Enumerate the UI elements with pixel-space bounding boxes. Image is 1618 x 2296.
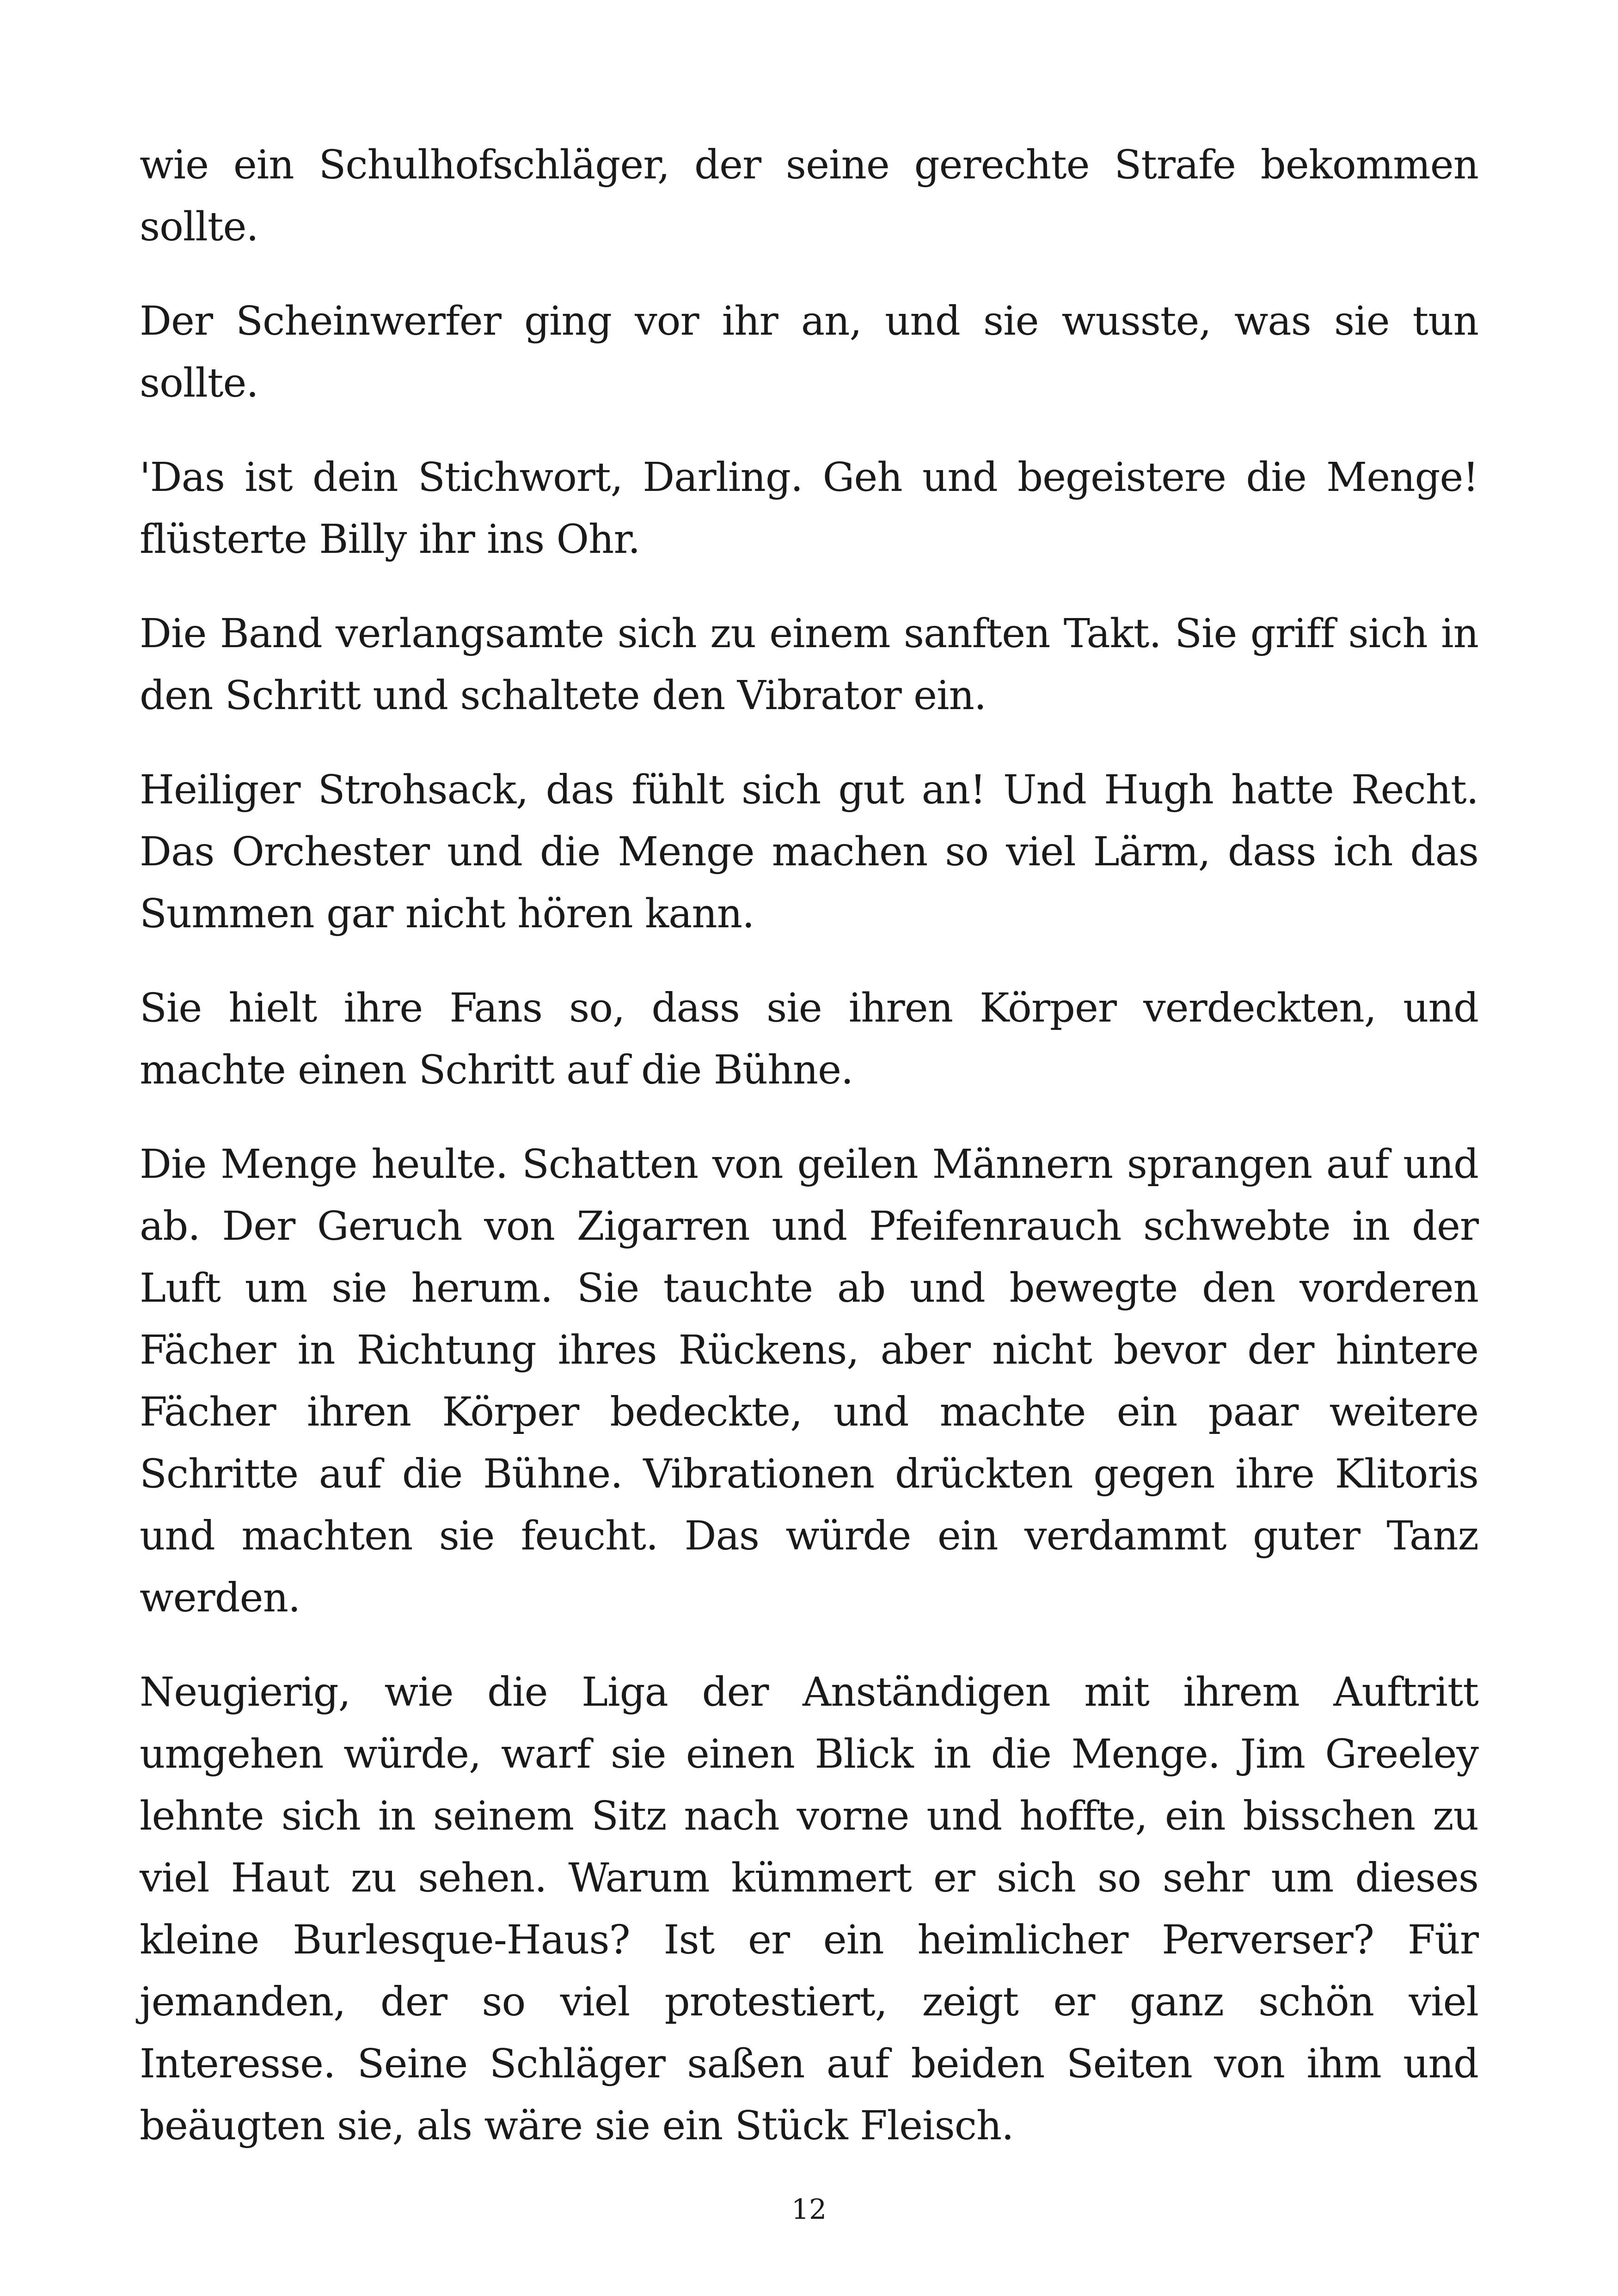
paragraph: Der Scheinwerfer ging vor ihr an, und sie wusste, was sie tun sollte. [140,298,1478,406]
paragraph: wie ein Schulhofschläger, der seine gerechte Strafe bekommen sollte. [140,142,1478,250]
paragraph: Neugierig, wie die Liga der Anständigen mit ihrem Auftritt umgehen würde, warf sie einen Blick in die Menge. Jim Greeley lehnte sich in seinem Sitz nach vorne und hoffte, ein bisschen zu viel Haut zu sehen. Warum kümmert er sich so sehr um dieses kleine Burlesque-Haus? Ist er ein heimlicher Perverser? Für jemanden, der so viel protestiert, zeigt er ganz schön viel Interesse. Seine Schläger saßen auf beiden Seiten von ihm und beäugten sie, als wäre sie ein Stück Fleisch. [140,1669,1478,2149]
paragraph: Die Band verlangsamte sich zu einem sanften Takt. Sie griff sich in den Schritt und schaltete den Vibrator ein. [140,611,1478,719]
paragraph: Die Menge heulte. Schatten von geilen Männern sprangen auf und ab. Der Geruch von Zigarren und Pfeifenrauch schwebte in der Luft um sie herum. Sie tauchte ab und bewegte den vorderen Fächer in Richtung ihres Rückens, aber nicht bevor der hintere Fächer ihren Körper bedeckte, und machte ein paar weitere Schritte auf die Bühne. Vibrationen drückten gegen ihre Klitoris und machten sie feucht. Das würde ein verdammt guter Tanz werden. [140,1141,1478,1621]
body-text [140,134,1478,2157]
paragraph: Sie hielt ihre Fans so, dass sie ihren Körper verdeckten, und machte einen Schritt auf die Bühne. [140,985,1478,1093]
paragraph: 'Das ist dein Stichwort, Darling. Geh und begeistere die Menge! flüsterte Billy ihr ins Ohr. [140,454,1478,563]
page-number: 12 [791,2193,827,2226]
paragraph: Heiliger Strohsack, das fühlt sich gut an! Und Hugh hatte Recht. Das Orchester und die Menge machen so viel Lärm, dass ich das Summen gar nicht hören kann. [140,767,1478,937]
